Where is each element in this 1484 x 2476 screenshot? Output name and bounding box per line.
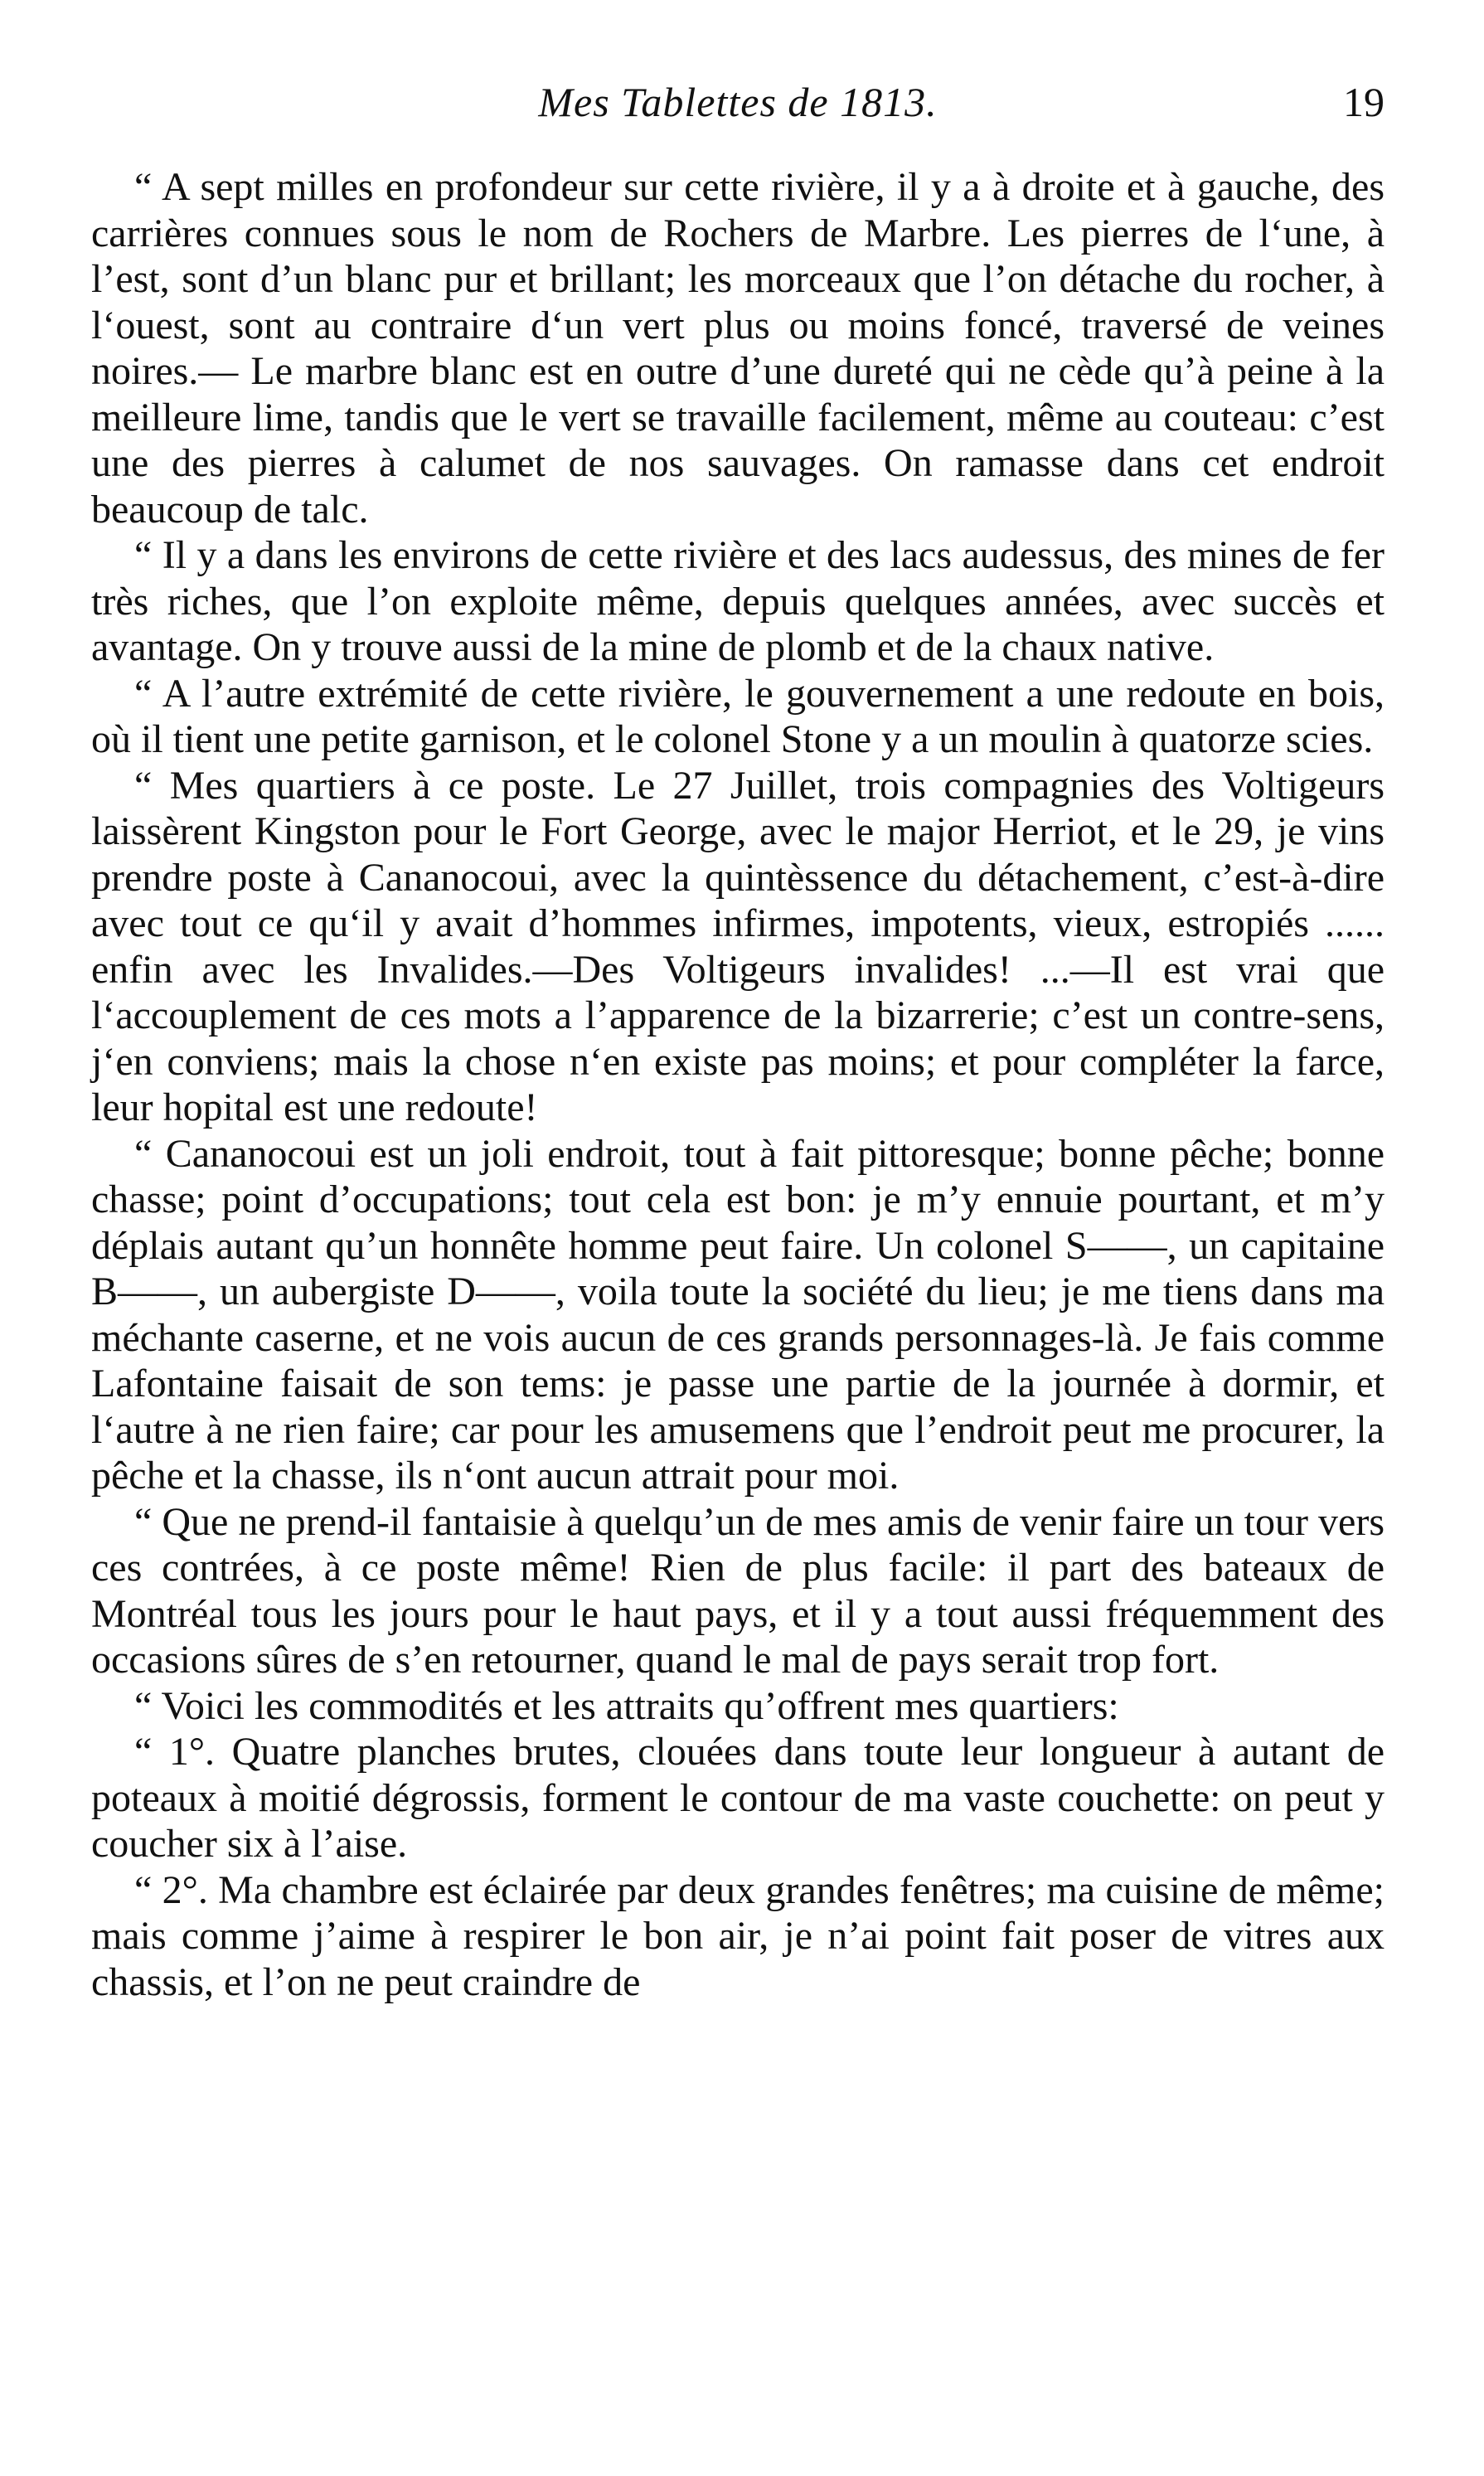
- paragraph-mes-quartiers: “ Mes quartiers à ce poste. Le 27 Juillet, trois compagnies des Voltigeurs laissèrent Kingston pour le Fort George, avec le major Herriot, et le 29, je vins prendre poste à Cananocoui, avec la quintèssence du détachement, c’est-à-dire avec tout ce qu‘il y avait d’hommes infirmes, impotents, vieux, estropiés ...... enfin avec les Invalides.—Des Voltigeurs invalides! ...—Il est vrai que l‘accouplement de ces mots a l’apparence de la bizarrerie; c’est un contre-sens, j‘en conviens; mais la chose n‘en existe pas moins; et pour compléter la farce, leur hopital est une redoute!: [91, 763, 1385, 1129]
- paragraph-cananocoui: “ Cananocoui est un joli endroit, tout à fait pittoresque; bonne pêche; bonne chasse; point d’occupations; tout cela est bon: je m’y ennuie pourtant, et m’y déplais autant qu’un honnête homme peut faire. Un colonel S——, un capitaine B——, un aubergiste D——, voila toute la société du lieu; je me tiens dans ma méchante caserne, et ne vois aucun de ces grands personnages-là. Je fais comme Lafontaine faisait de son tems: je passe une partie de la journée à dormir, et l‘autre à ne rien faire; car pour les amusemens que l’endroit peut me procurer, la pêche et la chasse, ils n‘ont aucun attrait pour moi.: [91, 1131, 1385, 1498]
- page-number: 19: [1343, 79, 1385, 125]
- paragraph-commodites: “ Voici les commodités et les attraits qu’offrent mes quartiers:: [134, 1683, 1119, 1728]
- paragraph-rochers-de-marbre: “ A sept milles en profondeur sur cette rivière, il y a à droite et à gauche, des carrières connues sous le nom de Rochers de Marbre. Les pierres de l‘une, à l’est, sont d’un blanc pur et brillant; les morceaux que l’on détache du rocher, à l‘ouest, sont au contraire d‘un vert plus ou moins foncé, traversé de veines noires.— Le marbre blanc est en outre d’une dureté qui ne cède qu’à peine à la meilleure lime, tandis que le vert se travaille facilement, même au couteau: c’est une des pierres à calumet de nos sauvages. On ramasse dans cet endroit beaucoup de talc.: [91, 165, 1385, 532]
- paragraph-item-2: “ 2°. Ma chambre est éclairée par deux grandes fenêtres; ma cuisine de même; mais comme j’aime à respirer le bon air, je n’ai point fait poser de vitres aux chassis, et l’on ne peut craindre de: [91, 1867, 1385, 2004]
- paragraph-redoute: “ A l’autre extrémité de cette rivière, le gouvernement a une redoute en bois, où il tient une petite garnison, et le colonel Stone y a un moulin à quatorze scies.: [91, 671, 1385, 761]
- page-header: [91, 73, 1385, 131]
- paragraph-mines-de-fer: “ Il y a dans les environs de cette rivière et des lacs audessus, des mines de fer très riches, que l’on exploite même, depuis quelques années, avec succès et avantage. On y trouve aussi de la mine de plomb et de la chaux native.: [91, 533, 1385, 669]
- body-text: [91, 164, 1385, 2005]
- paragraph-item-1: “ 1°. Quatre planches brutes, clouées dans toute leur longueur à autant de poteaux à moitié dégrossis, forment le contour de ma vaste couchette: on peut y coucher six à l’aise.: [91, 1730, 1385, 1866]
- paragraph-fantaisie: “ Que ne prend-il fantaisie à quelqu’un de mes amis de venir faire un tour vers ces contrées, à ce poste même! Rien de plus facile: il part des bateaux de Montréal tous les jours pour le haut pays, et il y a tout aussi fréquemment des occasions sûres de s’en retourner, quand le mal de pays serait trop fort.: [91, 1499, 1385, 1682]
- running-title: Mes Tablettes de 1813.: [538, 79, 938, 125]
